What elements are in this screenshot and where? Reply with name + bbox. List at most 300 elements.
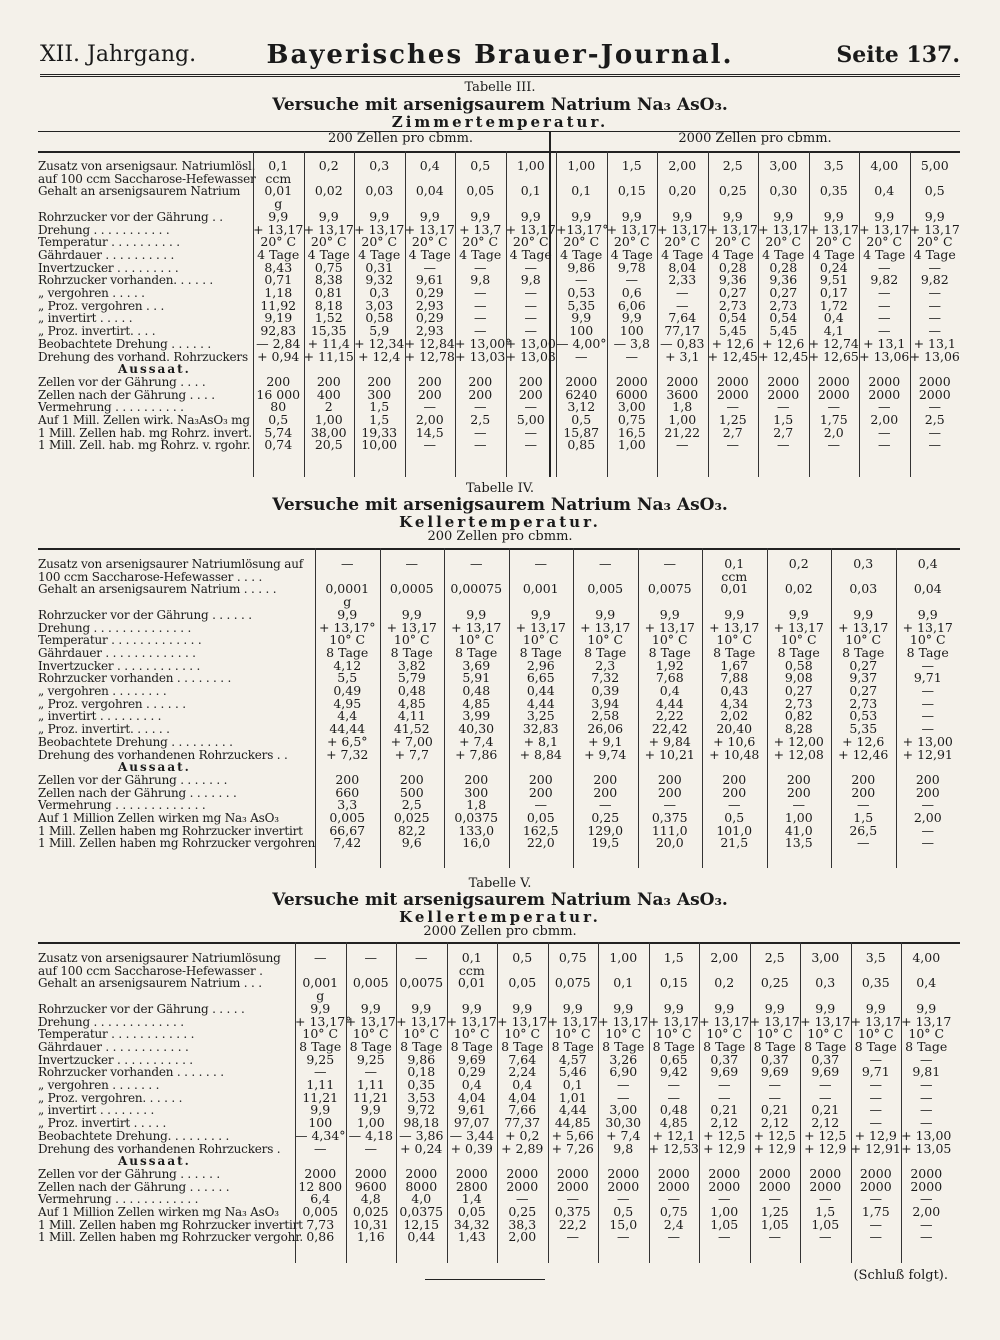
table-cell: + 12,5 xyxy=(804,1127,847,1143)
table-cell: 0,0375 xyxy=(399,1204,444,1220)
table-cell: 0,5 xyxy=(470,158,491,173)
table-cell: 9,9 xyxy=(310,1102,331,1118)
table-cell: 9,9 xyxy=(310,1000,331,1016)
table-cell: + 12,00 xyxy=(773,733,824,749)
table-cell: 0,25 xyxy=(760,975,789,991)
table-cell: 8 Tage xyxy=(906,644,949,660)
table-cell: 9,19 xyxy=(264,310,293,326)
table-cell: 9,9 xyxy=(788,606,809,622)
table-cell: 0,6 xyxy=(621,285,642,301)
table-cell: 2000 xyxy=(506,1165,539,1181)
table-cell: 4 Tage xyxy=(560,246,603,262)
table-cell: 2,24 xyxy=(508,1064,537,1080)
table-cell: — xyxy=(878,310,891,326)
table-cell: — xyxy=(921,835,934,851)
table-cell: — xyxy=(524,259,537,275)
table-cell: 8,43 xyxy=(264,259,293,275)
row-label: „ Proz. vergohren. . . . . . xyxy=(38,1090,183,1105)
table-cell: 41,0 xyxy=(784,822,813,838)
table-cell: — xyxy=(625,348,638,364)
table-cell: 1,00 xyxy=(356,1115,385,1131)
table-cell: 0,0075 xyxy=(647,581,692,597)
table-cell: 8 Tage xyxy=(842,644,885,660)
table-cell: 4,04 xyxy=(508,1089,537,1105)
table-cell: 0,3 xyxy=(369,158,390,173)
journal-title: Bayerisches Brauer-Journal. xyxy=(266,40,734,70)
table-cell: + 12,5 xyxy=(753,1127,796,1143)
row-label: Rohrzucker vorhanden . . . . . . . . xyxy=(38,671,232,686)
table-cell: 32,83 xyxy=(522,721,559,737)
table-cell: 2 xyxy=(324,399,333,415)
table-cell: 1,43 xyxy=(457,1229,486,1245)
table-cell: 2000 xyxy=(918,373,951,389)
table-cell: 0,02 xyxy=(314,183,343,199)
table-cell: 0,82 xyxy=(784,708,813,724)
table-cell: 0,05 xyxy=(466,183,495,199)
table-cell: — xyxy=(827,399,840,415)
table-cell: 9,36 xyxy=(769,272,798,288)
column-divider xyxy=(506,151,507,477)
table-cell: — 3,44 xyxy=(449,1127,494,1143)
table-cell: 20° C xyxy=(512,234,549,250)
row-label: Gährdauer . . . . . . . . . . . . xyxy=(38,1039,189,1054)
table-cell: — xyxy=(878,399,891,415)
table-cell: 8000 xyxy=(405,1178,438,1194)
table-cell: — xyxy=(792,797,805,813)
row-label xyxy=(38,596,315,609)
table-cell: 8 Tage xyxy=(450,1038,493,1054)
table-cell: + 13,00 xyxy=(902,733,953,749)
table-cell: 4,85 xyxy=(462,695,491,711)
table-cell: 0,15 xyxy=(659,975,688,991)
table-cell: 0,3 xyxy=(853,556,874,571)
table-cell: 15,35 xyxy=(310,323,347,339)
row-label: Rohrzucker vor der Gährung . . . . . xyxy=(38,1001,245,1016)
table-cell: 0,15 xyxy=(617,183,646,199)
table-cell: — xyxy=(599,556,612,571)
table-cell: 9,82 xyxy=(870,272,899,288)
table-cell: 9,9 xyxy=(924,208,945,224)
table-cell: — xyxy=(663,556,676,571)
table-cell: — xyxy=(819,1229,832,1245)
table-cell: 1,25 xyxy=(718,412,747,428)
row-label: „ vergohren . . . . . xyxy=(38,286,145,301)
table-cell: 0,04 xyxy=(913,581,942,597)
table-cell: 2,96 xyxy=(526,657,555,673)
table-cell: + 13,17 xyxy=(657,221,708,237)
table-cell: + 7,00 xyxy=(390,733,433,749)
column-divider xyxy=(447,942,448,1263)
row-label: Temperatur . . . . . . . . . . xyxy=(38,235,180,250)
row-label: 100 ccm Saccharose-Hefewasser . . . . xyxy=(38,569,263,584)
table-cell: 2,00 xyxy=(912,1204,941,1220)
table-cell: — xyxy=(474,399,487,415)
table-cell: — xyxy=(928,399,941,415)
table-cell: + 13,17 xyxy=(497,1013,548,1029)
row-label: 1 Mill. Zellen hab. mg Rohrz. invert. xyxy=(38,425,252,440)
table-cell: 9,9 xyxy=(714,1000,735,1016)
table-cell: 4 Tage xyxy=(812,246,855,262)
table-cell: + 7,32 xyxy=(326,746,369,762)
column-divider xyxy=(304,151,305,477)
table-cell: — xyxy=(405,556,418,571)
table-cell: + 6,5° xyxy=(326,733,368,749)
table-cell: 2,12 xyxy=(710,1115,739,1131)
table-cell: 10° C xyxy=(706,1026,743,1042)
table-cell: — xyxy=(921,721,934,737)
table-cell: + 12,84 xyxy=(404,335,455,351)
table-cell: — xyxy=(474,323,487,339)
column-divider xyxy=(253,151,254,477)
table-cell: 200 xyxy=(851,784,876,800)
table-4-title: Versuche mit arsenigsaurem Natrium Na₃ AsO₃. xyxy=(272,495,728,515)
table-cell: — xyxy=(928,323,941,339)
table-cell: — xyxy=(524,310,537,326)
table-cell: 9,25 xyxy=(356,1051,385,1067)
table-cell: 1,00 xyxy=(617,437,646,453)
table-cell: 20° C xyxy=(563,234,600,250)
table-cell: 4,34 xyxy=(720,695,749,711)
table-cell: — xyxy=(534,556,547,571)
row-label: „ invertirt . . . . . . . . xyxy=(38,1103,155,1118)
table-cell: 2,00 xyxy=(508,1229,537,1245)
table-cell: 20° C xyxy=(815,234,852,250)
table-5-group: 2000 Zellen pro cbmm. xyxy=(423,924,577,939)
table-cell: 9,9 xyxy=(621,310,642,326)
table-cell: + 12,6 xyxy=(711,335,754,351)
table-cell: 2,5 xyxy=(924,412,945,428)
table-cell: 6,4 xyxy=(310,1191,331,1207)
table-cell: 20° C xyxy=(714,234,751,250)
table-cell: 9,9 xyxy=(764,1000,785,1016)
table-cell: 7,64 xyxy=(508,1051,537,1067)
table-cell: + 9,1 xyxy=(588,733,623,749)
table-cell: — xyxy=(920,1089,933,1105)
column-divider xyxy=(708,151,709,477)
table-cell: 1,16 xyxy=(356,1229,385,1245)
table-cell: 9,9 xyxy=(722,208,743,224)
table-cell: 0,58 xyxy=(365,310,394,326)
table-cell: 9,36 xyxy=(718,272,747,288)
table-cell: 300 xyxy=(464,784,489,800)
column-divider xyxy=(405,151,406,477)
table-cell: 22,0 xyxy=(526,835,555,851)
table-cell: 2000 xyxy=(615,373,648,389)
table-cell: 10° C xyxy=(393,632,430,648)
table-cell: — xyxy=(566,1229,579,1245)
table-cell: 3,94 xyxy=(591,695,620,711)
row-label: Gehalt an arsenigsaurem Natrium . . . xyxy=(38,976,262,991)
table-cell: 1,00 xyxy=(516,158,545,173)
table-cell: 0,4 xyxy=(874,183,895,199)
table-cell: 2,73 xyxy=(718,297,747,313)
table-cell: — xyxy=(869,1051,882,1067)
table-cell: 2,73 xyxy=(849,695,878,711)
table-cell: — xyxy=(928,437,941,453)
table-cell: + 13,17° xyxy=(319,619,376,635)
table-cell: — xyxy=(768,1077,781,1093)
table-cell: 2,0 xyxy=(823,424,844,440)
table-cell: + 13,17 xyxy=(580,619,631,635)
table-4-subtitle: Kellertemperatur. xyxy=(399,513,601,531)
table-cell: 16 000 xyxy=(256,386,301,402)
table-cell: 7,73 xyxy=(306,1216,335,1232)
table-cell: 0,02 xyxy=(784,581,813,597)
table-cell: + 13,17 xyxy=(598,1013,649,1029)
table-cell: 20° C xyxy=(260,234,297,250)
table-cell: 9,9 xyxy=(672,208,693,224)
table-cell: 4,85 xyxy=(397,695,426,711)
table-cell: 400 xyxy=(316,386,341,402)
table-cell: 4 Tage xyxy=(711,246,754,262)
table-cell: 1,00 xyxy=(668,412,697,428)
table-cell: 9,9 xyxy=(466,606,487,622)
table-5-label: Tabelle V. xyxy=(468,876,532,891)
table-cell: + 13,17 xyxy=(515,619,566,635)
continued-note: (Schluß folgt). xyxy=(853,1268,948,1283)
table-cell: 4,00 xyxy=(912,950,941,965)
table-cell: + 13,17 xyxy=(699,1013,750,1029)
table-cell: — xyxy=(869,1102,882,1118)
table-cell: 0,375 xyxy=(554,1204,591,1220)
table-cell: + 12,34 xyxy=(354,335,405,351)
row-label: Aussaat. xyxy=(118,362,191,377)
column-divider xyxy=(758,151,759,477)
table-cell: + 12,6 xyxy=(762,335,805,351)
table-cell: 5,45 xyxy=(769,323,798,339)
table-cell: 0,58 xyxy=(784,657,813,673)
table-cell: 1,00 xyxy=(710,1204,739,1220)
table-cell: + 13,00° xyxy=(455,335,512,351)
table-cell: 20,0 xyxy=(655,835,684,851)
table-cell: 2,5 xyxy=(401,797,422,813)
table-cell: 200 xyxy=(915,784,940,800)
table-cell: + 12,9 xyxy=(703,1140,746,1156)
table-cell: 0,25 xyxy=(591,810,620,826)
table-cell: — xyxy=(857,797,870,813)
table-cell: 9,9 xyxy=(874,208,895,224)
table-3-group-200: 200 Zellen pro cbmm. xyxy=(327,131,474,146)
table-cell: 7,68 xyxy=(655,670,684,686)
table-cell: 0,03 xyxy=(365,183,394,199)
table-cell: 9,82 xyxy=(920,272,949,288)
table-cell: 200 xyxy=(915,771,940,787)
table-cell: 9,9 xyxy=(360,1102,381,1118)
table-cell: 2000 xyxy=(708,1165,741,1181)
column-divider xyxy=(497,942,498,1263)
table-cell: + 7,4 xyxy=(606,1127,641,1143)
table-cell: 12,15 xyxy=(403,1216,440,1232)
table-cell: 9,9 xyxy=(865,1000,886,1016)
table-cell: 111,0 xyxy=(651,822,688,838)
table-cell: 9,51 xyxy=(819,272,848,288)
table-cell: + 12,74 xyxy=(808,335,859,351)
table-cell: — xyxy=(827,437,840,453)
table-cell: — xyxy=(819,1191,832,1207)
row-label: Drehung des vorhand. Rohrzuckers xyxy=(38,349,248,364)
table-cell: 10° C xyxy=(403,1026,440,1042)
table-cell: 200 xyxy=(399,771,424,787)
table-cell: 0,74 xyxy=(264,437,293,453)
table-cell: + 13,17 xyxy=(404,221,455,237)
table-4-group: 200 Zellen pro cbmm. xyxy=(427,529,573,544)
row-label: Zusatz von arsenigsaurer Natriumlösung auf xyxy=(38,557,303,571)
table-cell: 4 Tage xyxy=(459,246,502,262)
table-cell: + 13,00 xyxy=(901,1127,952,1143)
row-label: Drehung . . . . . . . . . . . . . . xyxy=(38,620,192,635)
table-cell: 4,00 xyxy=(870,158,899,173)
table-cell: 0,71 xyxy=(264,272,293,288)
table-cell: 9,71 xyxy=(861,1064,890,1080)
table-cell: 200 xyxy=(316,373,341,389)
column-divider xyxy=(346,942,347,1263)
table-cell: 0,37 xyxy=(811,1051,840,1067)
table-cell: 0,1 xyxy=(571,183,592,199)
table-cell: 41,52 xyxy=(393,721,430,737)
table-cell: + 13,17 xyxy=(800,1013,851,1029)
table-cell: 2,02 xyxy=(720,708,749,724)
column-divider xyxy=(896,548,897,868)
table-cell: — xyxy=(575,348,588,364)
table-cell: 0,27 xyxy=(769,285,798,301)
row-label: Beobachtete Drehung . . . . . . xyxy=(38,336,211,351)
table-cell: 2,00 xyxy=(870,412,899,428)
table-cell: 0,075 xyxy=(554,975,591,991)
table-cell: 9,61 xyxy=(457,1102,486,1118)
table-cell: 0,2 xyxy=(318,158,339,173)
table-cell: — xyxy=(921,657,934,673)
table-cell: 9,9 xyxy=(663,1000,684,1016)
table-cell: 9,9 xyxy=(470,208,491,224)
table-cell: 8,28 xyxy=(784,721,813,737)
table-cell: 6,06 xyxy=(617,297,646,313)
table-cell: 9,9 xyxy=(512,1000,533,1016)
table-cell: + 7,4 xyxy=(459,733,494,749)
table-cell: 2000 xyxy=(716,386,749,402)
table-cell: 200 xyxy=(468,373,493,389)
table-cell: 10° C xyxy=(845,632,882,648)
table-cell: 8 Tage xyxy=(390,644,433,660)
table-cell: 0,05 xyxy=(457,1204,486,1220)
table-row xyxy=(38,952,952,965)
table-cell: 660 xyxy=(335,784,360,800)
table-cell: 200 xyxy=(786,784,811,800)
table-cell: 10° C xyxy=(522,632,559,648)
table-cell: 9,37 xyxy=(849,670,878,686)
table-cell: 0,54 xyxy=(718,310,747,326)
table-cell: 22,2 xyxy=(558,1216,587,1232)
table-cell: 0,27 xyxy=(718,285,747,301)
table-cell: 0,75 xyxy=(314,259,343,275)
table-cell: 0,53 xyxy=(849,708,878,724)
table-cell: — xyxy=(920,1051,933,1067)
table-row xyxy=(38,710,960,723)
table-cell: + 10,6 xyxy=(713,733,756,749)
table-cell: 0,35 xyxy=(407,1077,436,1093)
table-cell: — xyxy=(314,1064,327,1080)
table-cell: + 2,89 xyxy=(501,1140,544,1156)
table-row xyxy=(38,414,960,427)
column-divider xyxy=(699,942,700,1263)
table-cell: 1,8 xyxy=(466,797,487,813)
table-3-label: Tabelle III. xyxy=(464,80,536,95)
table-cell: 9,9 xyxy=(337,606,358,622)
table-cell: 38,00 xyxy=(310,424,347,440)
table-cell: + 13,17 xyxy=(505,221,556,237)
table-cell: + 12,46 xyxy=(838,746,889,762)
table-cell: 8 Tage xyxy=(501,1038,544,1054)
table-cell: 2,00 xyxy=(913,810,942,826)
row-label: Rohrzucker vor der Gährung . . xyxy=(38,209,223,224)
table-cell: 2,73 xyxy=(784,695,813,711)
table-cell: 9,9 xyxy=(916,1000,937,1016)
table-cell: 92,83 xyxy=(260,323,297,339)
table-cell: 2000 xyxy=(817,386,850,402)
table-cell: 2,58 xyxy=(591,708,620,724)
table-cell: 0,01 xyxy=(457,975,486,991)
table-3 xyxy=(38,160,960,452)
table-cell: 1,5 xyxy=(773,412,794,428)
table-cell: 8 Tage xyxy=(703,1038,746,1054)
column-divider xyxy=(607,151,608,477)
row-label: Beobachtete Drehung . . . . . . . . . xyxy=(38,734,233,749)
table-cell: 0,48 xyxy=(462,683,491,699)
table-cell: 1,4 xyxy=(461,1191,482,1207)
table-cell: — xyxy=(726,437,739,453)
table-cell: — xyxy=(524,437,537,453)
table-cell: — xyxy=(920,1216,933,1232)
table-cell: 9,9 xyxy=(621,208,642,224)
table-cell: — 0,83 xyxy=(660,335,705,351)
row-label: Vermehrung . . . . . . . . . . xyxy=(38,400,184,415)
table-cell: + 13,17 xyxy=(901,1013,952,1029)
table-cell: 4 Tage xyxy=(863,246,906,262)
table-cell: 5,5 xyxy=(337,670,358,686)
row-label: „ Proz. invertirt. . . . xyxy=(38,324,156,339)
table-cell: 2000 xyxy=(859,1178,892,1194)
table-cell: 0,65 xyxy=(659,1051,688,1067)
table-cell: 0,37 xyxy=(760,1051,789,1067)
column-divider xyxy=(295,942,296,1263)
table-cell: + 12,53 xyxy=(648,1140,699,1156)
table-cell: ccm xyxy=(265,170,292,186)
row-label xyxy=(38,198,253,211)
table-cell: 0,75 xyxy=(659,1204,688,1220)
table-cell: 6,65 xyxy=(526,670,555,686)
table-cell: 2000 xyxy=(556,1165,589,1181)
row-label: Vermehrung . . . . . . . . . . . . xyxy=(38,1192,199,1207)
table-cell: — xyxy=(566,1191,579,1207)
table-cell: 10° C xyxy=(908,1026,945,1042)
table-cell: 20° C xyxy=(613,234,650,250)
table-cell: + 12,45 xyxy=(758,348,809,364)
table-cell: g xyxy=(316,988,325,1004)
table-cell: 30,30 xyxy=(605,1115,642,1131)
table-cell: + 13,17 xyxy=(354,221,405,237)
table-cell: 9,9 xyxy=(853,606,874,622)
table-cell: — xyxy=(617,1077,630,1093)
table-cell: 0,5 xyxy=(571,412,592,428)
table-cell: — xyxy=(869,1191,882,1207)
table-cell: 4,0 xyxy=(411,1191,432,1207)
table-cell: — xyxy=(928,285,941,301)
table-cell: 9,9 xyxy=(613,1000,634,1016)
table-cell: — xyxy=(474,297,487,313)
table-cell: 9,08 xyxy=(784,670,813,686)
table-cell: 0,04 xyxy=(415,183,444,199)
table-cell: 0,5 xyxy=(268,412,289,428)
row-label: Vermehrung . . . . . . . . . . . . . xyxy=(38,798,206,813)
